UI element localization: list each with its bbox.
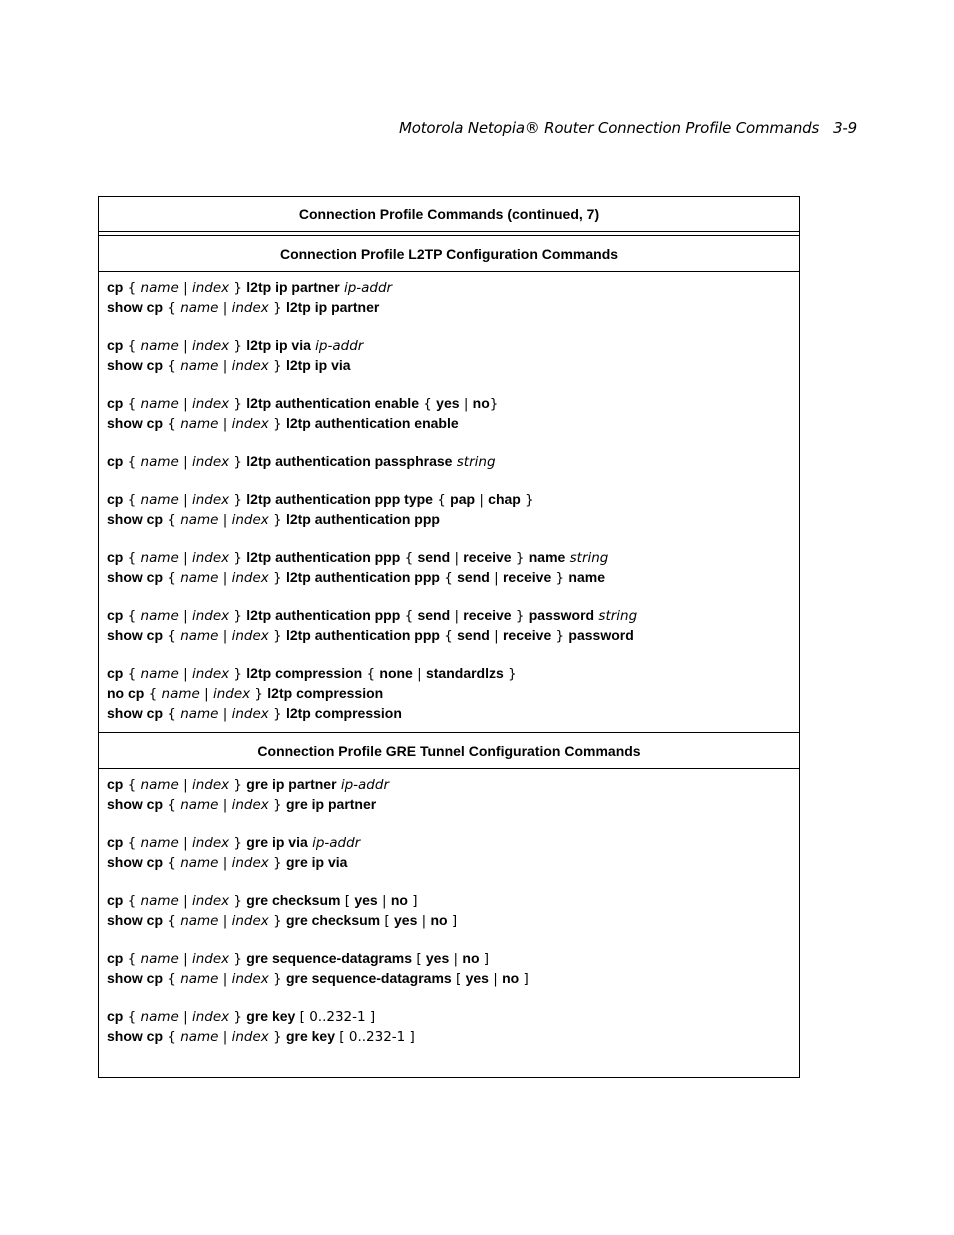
command-parameter: name [161,686,200,702]
command-parameter: name [180,628,219,644]
command-parameter: index [212,686,251,702]
command-punctuation: { [123,666,141,682]
command-parameter: name [140,396,179,412]
command-group [107,548,791,588]
command-keyword: gre checksum [246,892,341,908]
command-punctuation: | [489,628,503,644]
command-punctuation: { [123,550,141,566]
command-keyword: chap [488,491,521,507]
command-punctuation: | [218,570,232,586]
command-punctuation: | [475,492,489,508]
command-punctuation: { [163,512,181,528]
command-punctuation: { [163,1029,181,1045]
command-punctuation: } [503,666,517,682]
command-punctuation: } [551,570,569,586]
command-parameter: name [180,913,219,929]
command-line [107,891,791,911]
command-keyword: receive [502,627,552,643]
command-keyword: l2tp authentication ppp [246,607,401,623]
command-keyword: cp [107,892,124,908]
command-keyword: password [528,607,595,623]
command-punctuation: [ [451,971,466,987]
command-parameter: index [231,628,269,644]
command-parameter: index [191,492,230,508]
command-parameter: index [231,358,269,374]
command-parameter: index [191,550,230,566]
command-punctuation: ] [479,951,490,967]
command-punctuation: { [163,416,181,432]
command-line [107,684,791,704]
command-keyword: yes [425,950,450,966]
command-punctuation: } [229,492,247,508]
command-line [107,969,791,989]
command-punctuation: | [178,835,192,851]
command-punctuation: } [229,893,247,909]
command-punctuation: | [218,628,232,644]
command-keyword: cp [107,1008,124,1024]
command-punctuation: { [123,454,141,470]
command-punctuation: | [450,608,464,624]
command-keyword: send [457,569,490,585]
command-punctuation: | [218,416,232,432]
command-keyword: send [417,607,451,623]
command-punctuation: | [412,666,426,682]
command-parameter: index [191,338,230,354]
command-parameter: name [140,550,179,566]
command-keyword: l2tp authentication ppp [246,549,401,565]
command-parameter: index [191,835,230,851]
section-title-l2tp: Connection Profile L2TP Configuration Commands [99,235,799,272]
command-group [107,336,791,376]
command-keyword: gre sequence-datagrams [285,970,452,986]
command-punctuation: } [268,628,286,644]
command-punctuation: | [178,550,192,566]
command-group [107,833,791,873]
command-punctuation: { [163,797,181,813]
running-head-title: Motorola Netopia® Router Connection Profile Commands [398,119,820,137]
command-keyword: receive [463,549,512,565]
running-head [399,119,857,137]
command-punctuation: } [551,628,569,644]
command-punctuation: } [268,971,286,987]
command-keyword: l2tp ip via [285,357,351,373]
command-punctuation: } [511,550,529,566]
command-parameter: name [140,893,179,909]
command-punctuation: } [268,416,286,432]
command-punctuation: } [229,396,247,412]
command-parameter: index [231,570,269,586]
command-punctuation: ] [447,913,458,929]
command-punctuation: | [218,913,232,929]
command-punctuation: | [178,492,192,508]
command-punctuation: { [400,608,418,624]
command-punctuation: { [163,706,181,722]
command-parameter: ip-addr [312,835,361,851]
command-punctuation: { [123,1009,141,1025]
command-punctuation: [ [380,913,394,929]
command-punctuation: { [439,628,458,644]
command-line [107,510,791,530]
command-punctuation: { [123,338,141,354]
command-punctuation: } [229,338,247,354]
command-punctuation: { [123,777,141,793]
command-keyword: cp [107,776,124,792]
command-punctuation: | [489,570,503,586]
command-punctuation: | [449,951,463,967]
command-keyword: show cp [107,970,164,986]
command-parameter: index [191,280,230,296]
command-keyword: cp [107,395,124,411]
command-keyword: send [417,549,451,565]
command-parameter: index [191,454,230,470]
command-keyword: cp [107,665,124,681]
command-punctuation: { [123,951,141,967]
command-punctuation: } [229,666,247,682]
command-group [107,664,791,724]
command-punctuation: | [178,338,192,354]
command-punctuation: | [218,706,232,722]
command-parameter: name [140,280,179,296]
command-punctuation: | [178,280,192,296]
command-keyword: show cp [107,415,164,431]
command-keyword: gre ip via [285,854,348,870]
command-parameter: index [231,971,269,987]
command-keyword: l2tp authentication passphrase [246,453,453,469]
command-parameter: name [180,570,219,586]
command-parameter: name [180,855,219,871]
command-punctuation: | [218,300,232,316]
command-keyword: yes [465,970,489,986]
command-punctuation: } [268,512,286,528]
command-keyword: gre ip partner [246,776,337,792]
command-group [107,775,791,815]
command-punctuation: | [218,358,232,374]
command-punctuation: } [229,454,247,470]
command-line [107,911,791,931]
command-punctuation: } [489,396,499,412]
command-punctuation: } [268,1029,286,1045]
command-line [107,833,791,853]
command-punctuation: { [439,570,458,586]
command-parameter: index [191,608,230,624]
command-punctuation: } [511,608,529,624]
command-line [107,853,791,873]
command-keyword: l2tp compression [267,685,384,701]
command-line [107,356,791,376]
command-parameter: index [231,855,269,871]
command-keyword: gre key [246,1008,296,1024]
command-punctuation: } [268,797,286,813]
command-punctuation: { [362,666,380,682]
command-keyword: l2tp authentication ppp [285,569,440,585]
command-keyword: standardlzs [425,665,504,681]
command-keyword: l2tp authentication ppp type [246,491,433,507]
command-parameter: index [231,300,269,316]
command-punctuation: | [218,855,232,871]
command-keyword: show cp [107,854,164,870]
command-parameter: name [140,777,179,793]
command-punctuation: { [163,971,181,987]
command-keyword: l2tp ip partner [246,279,340,295]
command-keyword: show cp [107,705,164,721]
command-punctuation: | [218,971,232,987]
command-keyword: name [568,569,605,585]
command-parameter: index [191,666,230,682]
command-group [107,452,791,472]
command-line [107,606,791,626]
command-keyword: no [430,912,448,928]
command-keyword: show cp [107,511,164,527]
command-punctuation: { [123,608,141,624]
command-keyword: name [528,549,566,565]
command-line [107,949,791,969]
command-keyword: cp [107,607,124,623]
command-line [107,394,791,414]
command-keyword: no cp [107,685,145,701]
command-parameter: ip-addr [340,777,389,793]
command-group [107,278,791,318]
command-group [107,1007,791,1047]
command-punctuation: { [123,893,141,909]
command-punctuation: [ 0..232-1 ] [335,1029,415,1045]
command-keyword: no [472,395,490,411]
command-punctuation: { [163,570,181,586]
command-parameter: index [231,1029,269,1045]
command-punctuation: [ [340,893,355,909]
command-parameter: index [191,777,230,793]
page-number: 3-9 [833,119,857,137]
command-parameter: name [140,608,179,624]
command-punctuation: } [268,300,286,316]
command-punctuation: { [123,280,141,296]
command-group [107,394,791,434]
command-parameter: ip-addr [315,338,364,354]
command-line [107,1027,791,1047]
command-keyword: l2tp compression [285,705,402,721]
command-line [107,568,791,588]
command-parameter: index [231,913,269,929]
command-parameter: name [180,971,219,987]
command-punctuation: | [459,396,473,412]
command-punctuation: | [488,971,503,987]
command-keyword: l2tp authentication enable [285,415,459,431]
command-punctuation: | [178,608,192,624]
command-punctuation: | [178,1009,192,1025]
command-parameter: index [231,797,269,813]
command-parameter: index [191,893,230,909]
command-line [107,298,791,318]
command-punctuation: } [268,706,286,722]
command-punctuation: } [229,608,247,624]
command-keyword: no [462,950,480,966]
command-parameter: name [180,416,219,432]
command-punctuation: | [450,550,464,566]
command-punctuation: | [218,1029,232,1045]
command-parameter: string [456,454,496,470]
command-parameter: index [231,416,269,432]
command-punctuation: [ 0..232-1 ] [295,1009,376,1025]
command-punctuation: { [163,628,181,644]
command-parameter: name [140,666,179,682]
command-punctuation: } [268,855,286,871]
command-punctuation: { [123,835,141,851]
section-title-gre: Connection Profile GRE Tunnel Configuration Commands [99,732,799,769]
command-punctuation: | [218,512,232,528]
command-parameter: ip-addr [343,280,393,296]
command-punctuation: { [123,396,141,412]
command-punctuation: | [178,666,192,682]
command-group [107,949,791,989]
command-line [107,664,791,684]
command-punctuation: | [178,777,192,793]
command-punctuation: | [377,893,391,909]
command-keyword: cp [107,337,124,353]
command-punctuation: } [268,913,286,929]
command-keyword: yes [394,912,418,928]
command-line [107,775,791,795]
command-punctuation: | [199,686,213,702]
command-keyword: cp [107,453,124,469]
command-keyword: gre ip partner [285,796,377,812]
command-line [107,490,791,510]
command-keyword: show cp [107,299,164,315]
command-keyword: gre ip via [246,834,308,850]
section-body-gre [99,769,799,1077]
command-parameter: name [140,492,179,508]
command-parameter: name [180,512,219,528]
command-table [98,196,800,1078]
command-punctuation: | [178,396,192,412]
command-keyword: show cp [107,357,164,373]
command-punctuation: | [178,893,192,909]
command-punctuation: } [268,358,286,374]
command-punctuation: { [400,550,418,566]
command-parameter: name [140,1009,179,1025]
command-parameter: string [598,608,638,624]
command-line [107,704,791,724]
command-punctuation: | [178,454,192,470]
command-keyword: cp [107,279,124,295]
table-title: Connection Profile Commands (continued, 7) [99,197,799,232]
command-keyword: gre checksum [285,912,381,928]
command-keyword: l2tp authentication ppp [285,511,440,527]
command-punctuation: { [163,358,181,374]
command-parameter: name [180,358,219,374]
command-group [107,606,791,646]
command-keyword: gre key [285,1028,336,1044]
command-punctuation: } [229,835,247,851]
command-parameter: name [140,338,179,354]
command-keyword: send [457,627,490,643]
command-punctuation: | [218,797,232,813]
command-keyword: l2tp authentication ppp [285,627,440,643]
command-line [107,795,791,815]
command-keyword: no [390,892,408,908]
command-keyword: no [502,970,520,986]
command-punctuation: } [229,280,247,296]
command-line [107,1007,791,1027]
command-keyword: cp [107,950,124,966]
command-keyword: l2tp ip partner [285,299,380,315]
command-parameter: index [191,396,230,412]
command-line [107,414,791,434]
command-punctuation: } [229,550,247,566]
command-punctuation: | [417,913,431,929]
command-line [107,278,791,298]
command-keyword: show cp [107,1028,164,1044]
command-keyword: receive [502,569,552,585]
command-punctuation: { [163,913,181,929]
command-parameter: index [191,951,230,967]
command-group [107,490,791,530]
command-keyword: password [568,627,634,643]
command-keyword: cp [107,491,124,507]
command-line [107,626,791,646]
command-parameter: string [569,550,609,566]
command-parameter: name [180,706,219,722]
command-punctuation: { [163,300,181,316]
command-line [107,336,791,356]
command-keyword: cp [107,549,124,565]
command-punctuation: ] [407,893,418,909]
command-line [107,548,791,568]
command-line [107,452,791,472]
command-keyword: gre sequence-datagrams [246,950,413,966]
command-keyword: receive [463,607,512,623]
command-punctuation: } [250,686,268,702]
command-punctuation: { [123,492,141,508]
command-keyword: yes [436,395,460,411]
command-parameter: index [231,706,269,722]
command-keyword: pap [450,491,476,507]
command-punctuation: { [163,855,181,871]
command-punctuation: ] [519,971,529,987]
command-punctuation: | [178,951,192,967]
section-body-l2tp [99,272,799,732]
command-keyword: show cp [107,627,164,643]
command-parameter: name [180,300,219,316]
command-parameter: name [140,835,179,851]
command-keyword: none [379,665,413,681]
command-parameter: name [140,454,179,470]
command-parameter: name [180,1029,219,1045]
command-parameter: name [180,797,219,813]
command-punctuation: { [144,686,162,702]
command-parameter: name [140,951,179,967]
command-keyword: l2tp authentication enable [246,395,419,411]
command-keyword: l2tp ip via [246,337,311,353]
command-keyword: show cp [107,796,164,812]
command-punctuation: } [229,1009,247,1025]
command-keyword: cp [107,834,124,850]
command-punctuation: } [520,492,534,508]
command-punctuation: { [419,396,437,412]
command-keyword: yes [354,892,378,908]
command-punctuation: } [229,777,247,793]
command-keyword: l2tp compression [246,665,363,681]
command-punctuation: } [229,951,247,967]
command-punctuation: } [268,570,286,586]
command-group [107,891,791,931]
command-punctuation: { [432,492,451,508]
command-parameter: index [231,512,269,528]
command-keyword: show cp [107,569,164,585]
command-punctuation: [ [412,951,426,967]
command-keyword: show cp [107,912,164,928]
command-parameter: index [191,1009,230,1025]
